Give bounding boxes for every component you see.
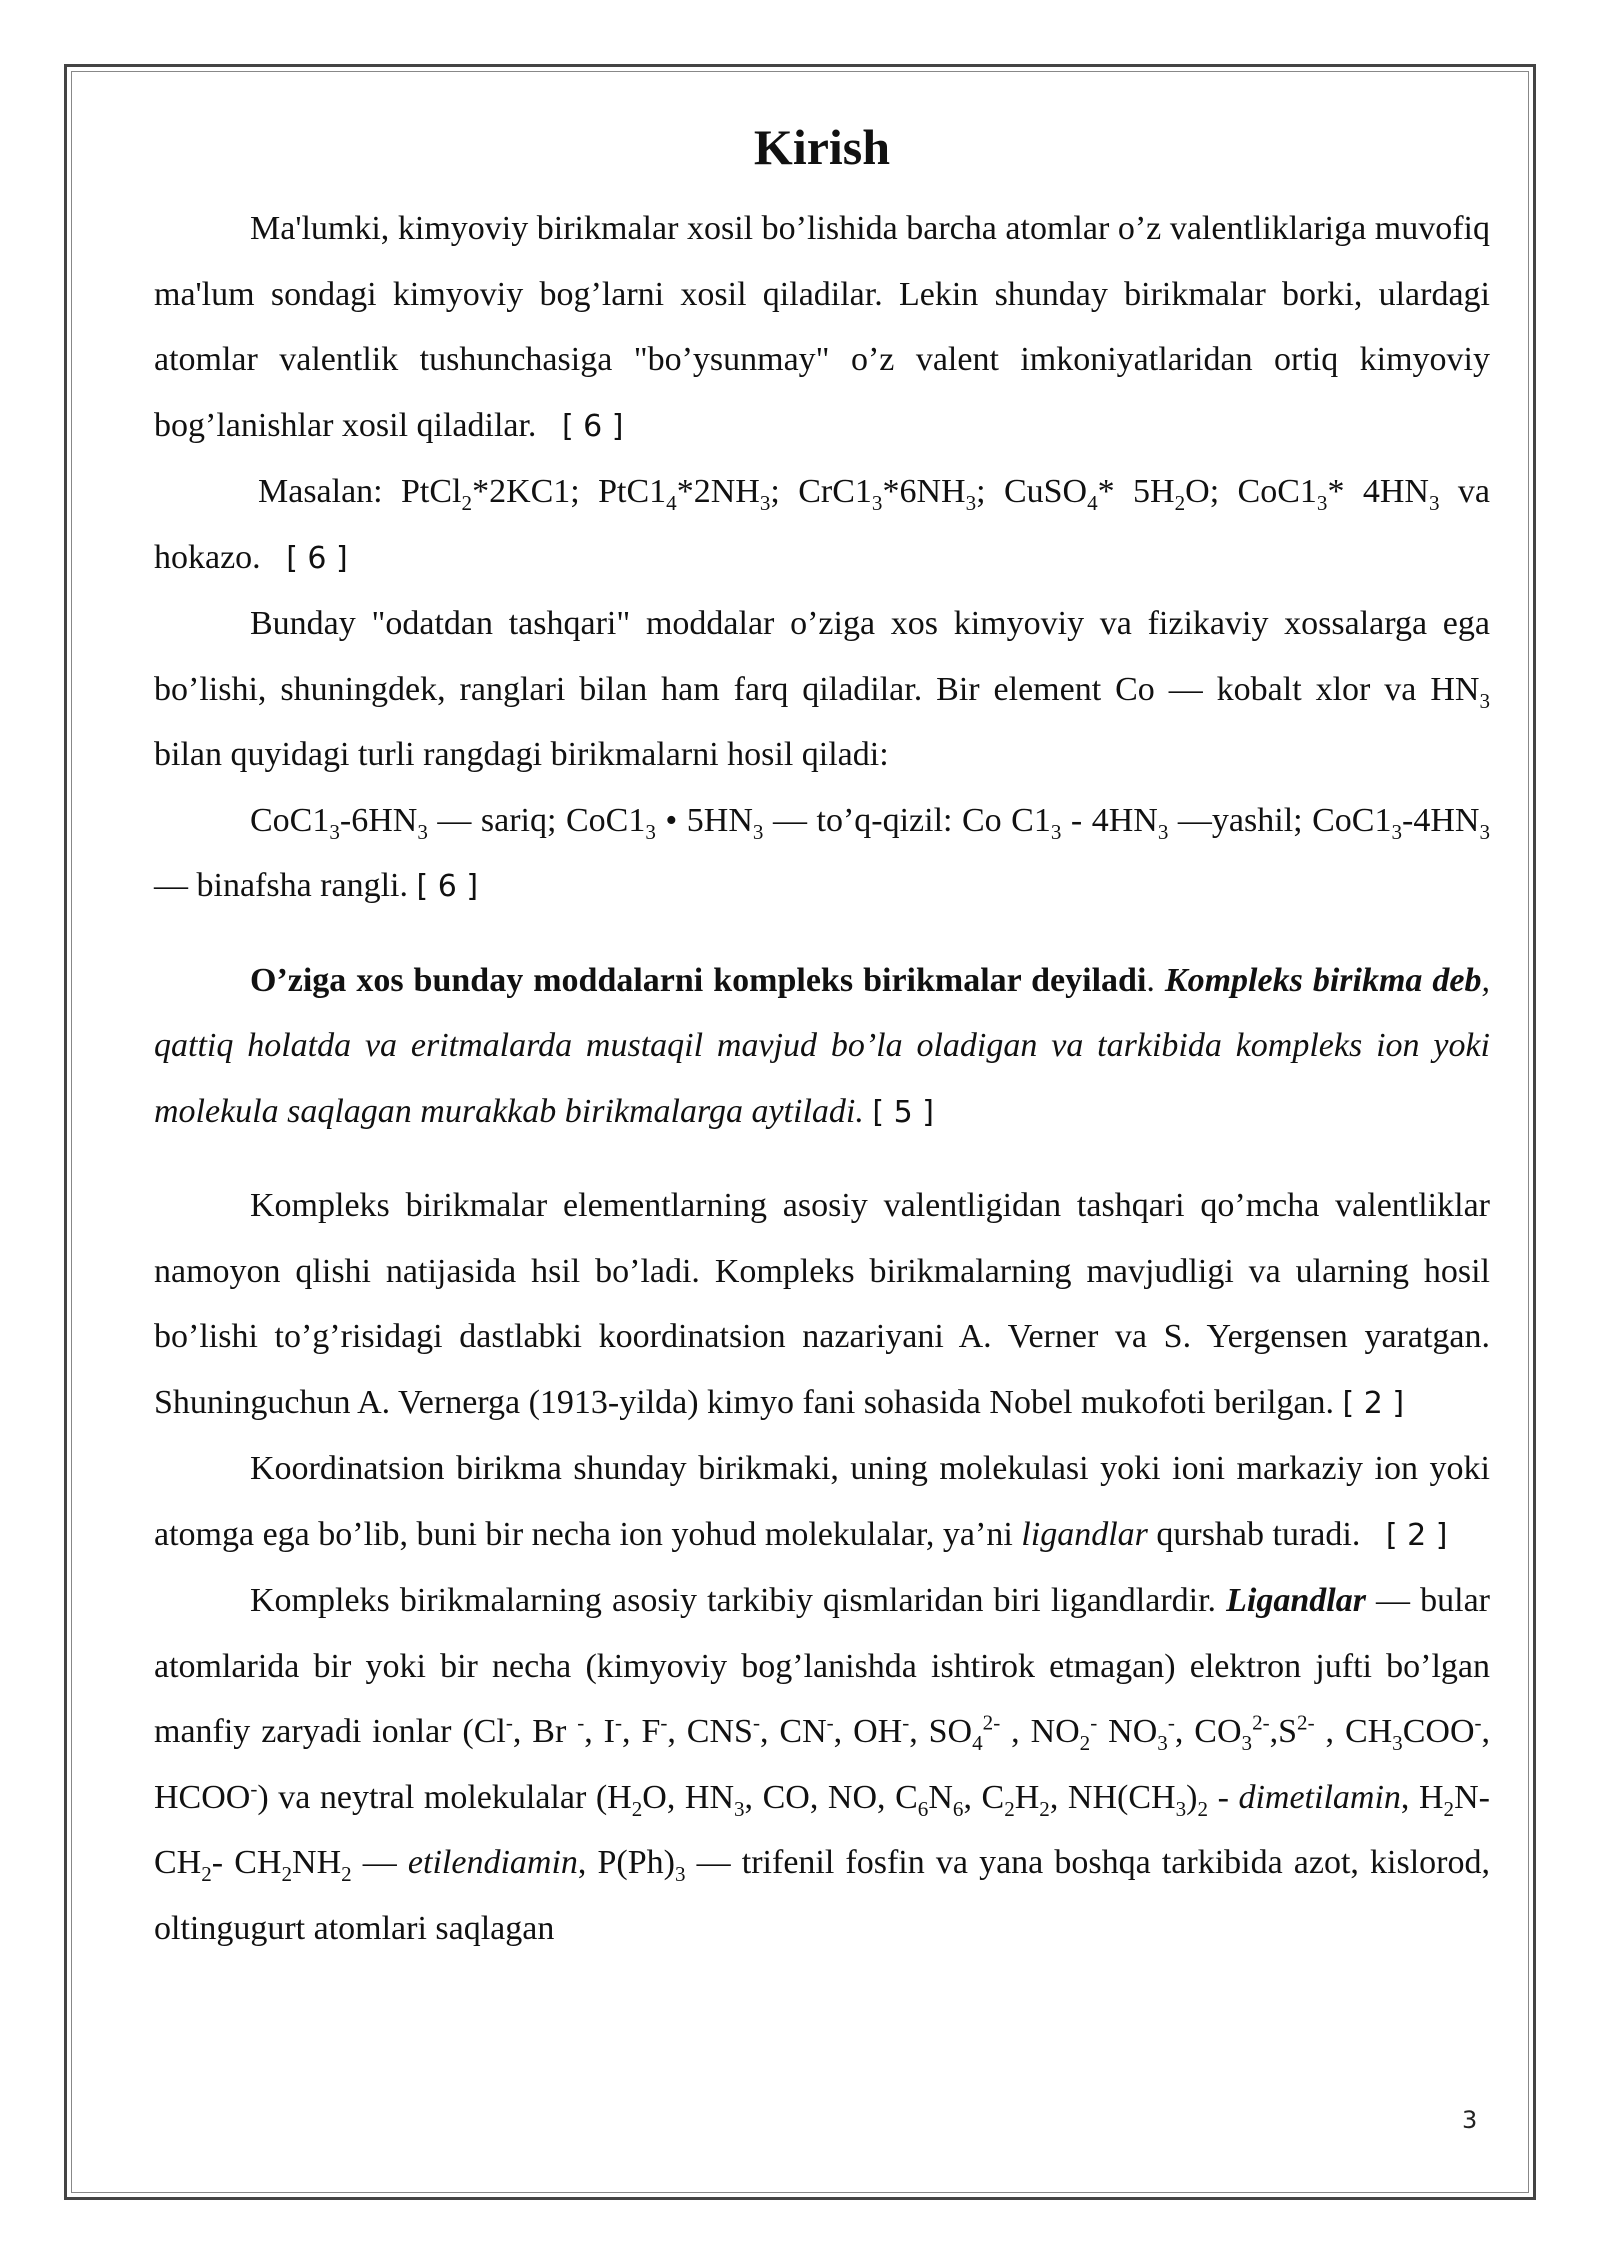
- text-run: H: [1014, 1778, 1040, 1816]
- subscript: 3: [1241, 1730, 1253, 1755]
- superscript: 2-: [1252, 1710, 1270, 1735]
- subscript: 2: [1197, 1796, 1208, 1821]
- paragraph-coordination: [154, 1436, 1490, 1568]
- text-run: —: [351, 1844, 408, 1881]
- subscript: 3: [645, 819, 656, 844]
- italic-text: dimetilamin: [1238, 1778, 1401, 1816]
- text-run: *2NH: [676, 473, 760, 510]
- text-run: - 4HN: [1061, 801, 1158, 839]
- text-run: , CO, NO, C: [744, 1778, 918, 1816]
- subscript: 3: [1479, 819, 1490, 844]
- subscript: 3: [1428, 490, 1440, 515]
- text-run: Koordinatsion birikma shunday birikmaki, uning molekulasi yoki ioni markaziy ion yoki atomga ega bo’lib, buni bir necha ion yohud molekulalar, ya’ni: [154, 1450, 1490, 1553]
- text-run: qurshab turadi.: [1147, 1515, 1361, 1553]
- text-run: * 5H: [1097, 473, 1175, 510]
- superscript: -: [752, 1710, 760, 1735]
- page-number: 3: [1462, 2106, 1478, 2134]
- text-run: Bunday "odatdan tashqari" moddalar o’ziga xos kimyoviy va fizikaviy xossalarga ega bo’lishi, shuningdek, ranglari bilan ham farq qiladilar. Bir element Co — kobalt xlor va HN: [154, 605, 1490, 708]
- subscript: 3: [329, 819, 340, 844]
- text-run: — bular atomlarida bir yoki bir necha (kimyoviy bog’lanishda ishtirok etmagan) elektron jufti bo’lgan manfiy zaryadi ionlar (Cl: [154, 1582, 1490, 1750]
- paragraph-unusual-substances: [154, 591, 1490, 788]
- text-run: *2KC1; PtC1: [472, 473, 667, 510]
- text-run: va hokazo.: [154, 473, 1491, 576]
- text-run: , H: [1400, 1778, 1444, 1816]
- text-run: , CH: [1314, 1713, 1393, 1750]
- text-run: -4HN: [1402, 801, 1480, 839]
- text-run: , NO: [1000, 1713, 1080, 1750]
- page-title: Kirish: [753, 119, 891, 175]
- subscript: 3: [734, 1796, 745, 1821]
- paragraph-examples: [154, 459, 1490, 591]
- text-run: , CNS: [667, 1713, 753, 1750]
- text-run: , C: [963, 1778, 1005, 1816]
- citation: [ 2 ]: [1342, 1385, 1405, 1421]
- subscript: 2: [461, 490, 473, 515]
- text-run: — binafsha rangli.: [154, 867, 408, 904]
- subscript: 3: [1157, 1730, 1168, 1755]
- superscript: -: [826, 1710, 834, 1735]
- text-run: -6HN: [339, 801, 418, 839]
- text-run: ) va neytral molekulalar (H: [257, 1778, 632, 1816]
- subscript: 4: [1087, 490, 1098, 515]
- italic-text: ligandlar: [1021, 1515, 1148, 1553]
- subscript: 3: [1050, 819, 1062, 844]
- paragraph-intro: [154, 196, 1490, 459]
- text-run: , CN: [759, 1713, 827, 1750]
- subscript: 3: [1479, 688, 1490, 713]
- text-run: bilan quyidagi turli rangdagi birikmalarni hosil qiladi:: [154, 736, 889, 773]
- subscript: 2: [281, 1861, 293, 1886]
- paragraph-definition: [154, 948, 1490, 1146]
- text-run: N-CH: [154, 1778, 1490, 1881]
- subscript: 2: [1039, 1796, 1050, 1821]
- text-run: —yashil; CoC1: [1168, 801, 1392, 839]
- subscript: 3: [1175, 1796, 1187, 1821]
- text-run: — trifenil fosfin va yana boshqa tarkibida azot, kislorod, oltingugurt atomlari saqlagan: [154, 1844, 1490, 1947]
- text-run: , NH(CH: [1049, 1778, 1176, 1816]
- text-run: , OH: [833, 1713, 903, 1750]
- superscript: -: [577, 1710, 585, 1735]
- superscript: -: [1167, 1710, 1175, 1735]
- paragraph-history: [154, 1173, 1490, 1436]
- subscript: 2: [631, 1796, 643, 1821]
- text-run: .: [1146, 961, 1165, 999]
- text-run: , CO: [1174, 1713, 1242, 1750]
- superscript: 2-: [982, 1710, 1001, 1735]
- subscript: 4: [972, 1730, 983, 1755]
- paragraph-ligands: [154, 1568, 1490, 1961]
- italic-text: etilendiamin: [407, 1844, 578, 1881]
- text-run: CoC1: [250, 801, 330, 839]
- superscript: 2-: [1297, 1710, 1315, 1735]
- text-run: O, HN: [642, 1778, 734, 1816]
- text-run: , I: [584, 1713, 615, 1750]
- superscript: -: [1090, 1710, 1098, 1735]
- subscript: 3: [1391, 819, 1403, 844]
- text-run: - CH: [211, 1844, 282, 1881]
- superscript: -: [505, 1710, 513, 1735]
- superscript: -: [250, 1776, 258, 1801]
- text-run: O; CoC1: [1185, 473, 1317, 510]
- subscript: 2: [1004, 1796, 1015, 1821]
- text-run: — to’q-qizil: Co C1: [763, 801, 1051, 839]
- text-run: ; CuSO: [976, 473, 1088, 510]
- superscript: -: [615, 1710, 623, 1735]
- paragraph-text: Kompleks birikmalar elementlarning asosiy valentligidan tashqari qo’mcha valentliklar namoyon qlishi natijasida hsil bo’ladi. Kompleks birikmalarning mavjudligi va ularning hosil bo’lishi to’g’risidagi dastlabki koordinatsion nazariyani A. Verner va S. Yergensen yaratgan. Shuninguchun A. Vernerga (1913-yilda) kimyo fani sohasida Nobel mukofoti berilgan.: [154, 1187, 1490, 1421]
- citation: [ 2 ]: [1385, 1517, 1448, 1553]
- subscript: 3: [674, 1861, 686, 1886]
- paragraph-text: Ma'lumki, kimyoviy birikmalar xosil bo’lishida barcha atomlar o’z valentliklariga muvofiq ma'lum sondagi kimyoviy bog’larni xosil qiladilar. Lekin shunday birikmalar borki, ulardagi atomlar valentlik tushunchasiga "bo’ysunmay" o’z valent imkoniyatlaridan ortiq kimyoviy bog’lanishlar xosil qiladilar.: [154, 210, 1490, 444]
- text-run: COO: [1402, 1713, 1475, 1750]
- text-run: N: [928, 1778, 953, 1816]
- text-run: * 4HN: [1327, 473, 1429, 510]
- text-run: Masalan: PtCl: [258, 473, 462, 510]
- text-run: — sariq; CoC1: [427, 801, 646, 839]
- text-run: ): [1186, 1778, 1198, 1816]
- subscript: 3: [965, 490, 977, 515]
- subscript: 2: [201, 1861, 212, 1886]
- superscript: -: [902, 1710, 910, 1735]
- superscript: -: [1474, 1710, 1482, 1735]
- text-run: ,S: [1269, 1713, 1298, 1750]
- subscript: 3: [1316, 490, 1328, 515]
- subscript: 3: [752, 819, 764, 844]
- text-run: , P(Ph): [577, 1844, 675, 1881]
- citation: [ 6 ]: [416, 869, 479, 904]
- text-run: • 5HN: [655, 801, 753, 839]
- text-run: , Br: [512, 1713, 578, 1750]
- citation: [ 6 ]: [286, 540, 348, 576]
- superscript: -: [660, 1710, 668, 1735]
- subscript: 2: [341, 1861, 352, 1886]
- subscript: 3: [1157, 819, 1169, 844]
- italic-text: , qattiq holatda va eritmalarda mustaqil mavjud bo’la oladigan va tarkibida kompleks ion yoki molekula saqlagan murakkab birikmalarga aytiladi.: [154, 961, 1490, 1130]
- subscript: 6: [952, 1796, 964, 1821]
- subscript: 2: [1443, 1796, 1455, 1821]
- subscript: 4: [666, 490, 677, 515]
- text-run: NO: [1097, 1713, 1158, 1750]
- bold-text: O’ziga xos bunday moddalarni kompleks birikmalar deyiladi: [250, 961, 1147, 999]
- paragraph-cobalt-colors: [154, 788, 1490, 920]
- text-run: , SO: [909, 1713, 973, 1750]
- citation: [ 6 ]: [561, 408, 624, 444]
- subscript: 2: [1079, 1730, 1091, 1755]
- text-run: NH: [292, 1844, 342, 1881]
- text-run: *6NH: [882, 473, 966, 510]
- subscript: 3: [417, 819, 428, 844]
- subscript: 3: [1392, 1730, 1403, 1755]
- subscript: 2: [1174, 490, 1186, 515]
- text-run: Kompleks birikmalarning asosiy tarkibiy qismlaridan biri ligandlardir.: [250, 1582, 1227, 1619]
- citation: [ 5 ]: [872, 1094, 934, 1130]
- bold-italic-text: Kompleks birikma deb: [1164, 961, 1482, 999]
- text-run: -: [1208, 1778, 1239, 1816]
- subscript: 3: [871, 490, 883, 515]
- subscript: 6: [917, 1796, 929, 1821]
- text-run: , F: [622, 1713, 661, 1750]
- document-body: [154, 112, 1490, 1961]
- text-run: , HCOO: [154, 1713, 1491, 1816]
- bold-italic-text: Ligandlar: [1226, 1582, 1366, 1619]
- text-run: ; CrC1: [770, 473, 872, 510]
- subscript: 3: [759, 490, 771, 515]
